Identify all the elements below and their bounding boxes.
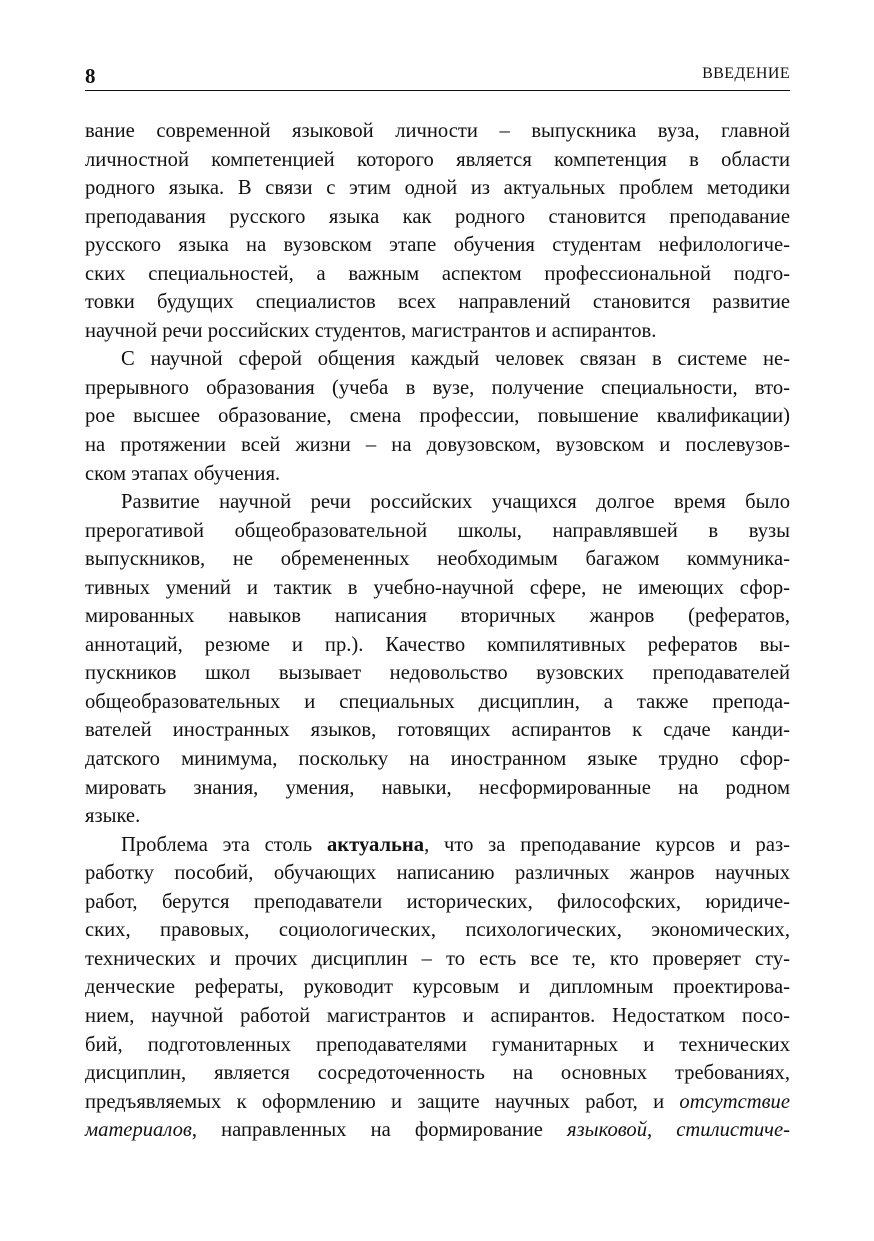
- text-line: на протяжении всей жизни – на довузовском, вузовском и послевузов-: [85, 434, 790, 457]
- text-line: С научной сферой общения каждый человек связан в системе не-: [121, 348, 790, 371]
- text-line: дисциплин, является сосредоточенность на основных требованиях,: [85, 1062, 790, 1085]
- running-title: ВВЕДЕНИЕ: [702, 65, 790, 82]
- text-line: мированных навыков написания вторичных жанров (рефератов,: [85, 605, 790, 628]
- text-line: ском этапах обучения.: [85, 462, 281, 485]
- text-line: [85, 831, 790, 860]
- text-run: , что за преподавание курсов и раз-: [424, 833, 790, 856]
- text-line: общеобразовательных и специальных дисциплин, а также препода-: [85, 690, 790, 713]
- text-line: научной речи российских студентов, магистрантов и аспирантов.: [85, 319, 657, 342]
- text-line: работку пособий, обучающих написанию различных жанров научных: [85, 862, 790, 885]
- text-line: вание современной языковой личности – выпускника вуза, главной: [85, 120, 790, 142]
- paragraph: [85, 117, 790, 345]
- text-line: языке.: [85, 805, 141, 828]
- text-line: бий, подготовленных преподавателями гуманитарных и технических: [85, 1033, 790, 1056]
- text-line: Развитие научной речи российских учащихся долгое время было: [121, 491, 790, 514]
- italic-term: отсутствие: [679, 1090, 790, 1113]
- text-line: нием, научной работой магистрантов и аспирантов. Недостатком посо-: [85, 1004, 790, 1027]
- text-line: датского минимума, поскольку на иностранном языке трудно сфор-: [85, 748, 790, 771]
- text-line: товки будущих специалистов всех направлений становится развитие: [85, 291, 790, 314]
- text-run: предъявляемых к оформлению и защите научных работ, и: [85, 1090, 680, 1113]
- text-line: аннотаций, резюме и пр.). Качество компилятивных рефератов вы-: [85, 633, 790, 656]
- paragraph: [85, 488, 790, 831]
- paragraph: [85, 831, 790, 1145]
- text-line: ских специальностей, а важным аспектом профессиональной подго-: [85, 262, 790, 285]
- text-line: личностной компетенцией которого является компетенция в области: [85, 148, 790, 171]
- page-header: [85, 62, 790, 91]
- text-line: преподавания русского языка как родного становится преподавание: [85, 205, 790, 228]
- text-line: рое высшее образование, смена профессии, повышение квалификации): [85, 405, 790, 428]
- text-line: вателей иностранных языков, готовящих аспирантов к сдаче канди-: [85, 719, 790, 742]
- text-line: тивных умений и тактик в учебно-научной сфере, не имеющих сфор-: [85, 576, 790, 599]
- italic-term: языковой, стилистиче-: [567, 1119, 790, 1142]
- body-text: [85, 117, 790, 1145]
- text-line: работ, берутся преподаватели исторических, философских, юридиче-: [85, 890, 790, 913]
- text-line: пускников школ вызывает недовольство вузовских преподавателей: [85, 662, 790, 685]
- bold-term: актуальна: [326, 833, 425, 856]
- text-line: выпускников, не обремененных необходимым багажом коммуника-: [85, 548, 790, 571]
- text-line: мировать знания, умения, навыки, несформированные на родном: [85, 776, 790, 799]
- paragraph: [85, 345, 790, 488]
- text-line: прерывного образования (учеба в вузе, получение специальности, вто-: [85, 376, 790, 399]
- text-run: , направленных на формирование: [191, 1119, 568, 1142]
- text-line: [85, 1088, 790, 1117]
- text-line: [85, 1116, 790, 1145]
- italic-term: материалов: [85, 1119, 192, 1142]
- text-line: ских, правовых, социологических, психологических, экономических,: [85, 919, 790, 942]
- text-run: Проблема эта столь: [121, 833, 327, 856]
- text-line: родного языка. В связи с этим одной из актуальных проблем методики: [85, 177, 790, 200]
- page-number: 8: [85, 64, 96, 88]
- text-line: прерогативой общеобразовательной школы, направлявшей в вузы: [85, 519, 790, 542]
- text-line: русского языка на вузовском этапе обучения студентам нефилологиче-: [85, 234, 790, 257]
- text-line: технических и прочих дисциплин – то есть все те, кто проверяет сту-: [85, 947, 790, 970]
- text-line: денческие рефераты, руководит курсовым и дипломным проектирова-: [85, 976, 790, 999]
